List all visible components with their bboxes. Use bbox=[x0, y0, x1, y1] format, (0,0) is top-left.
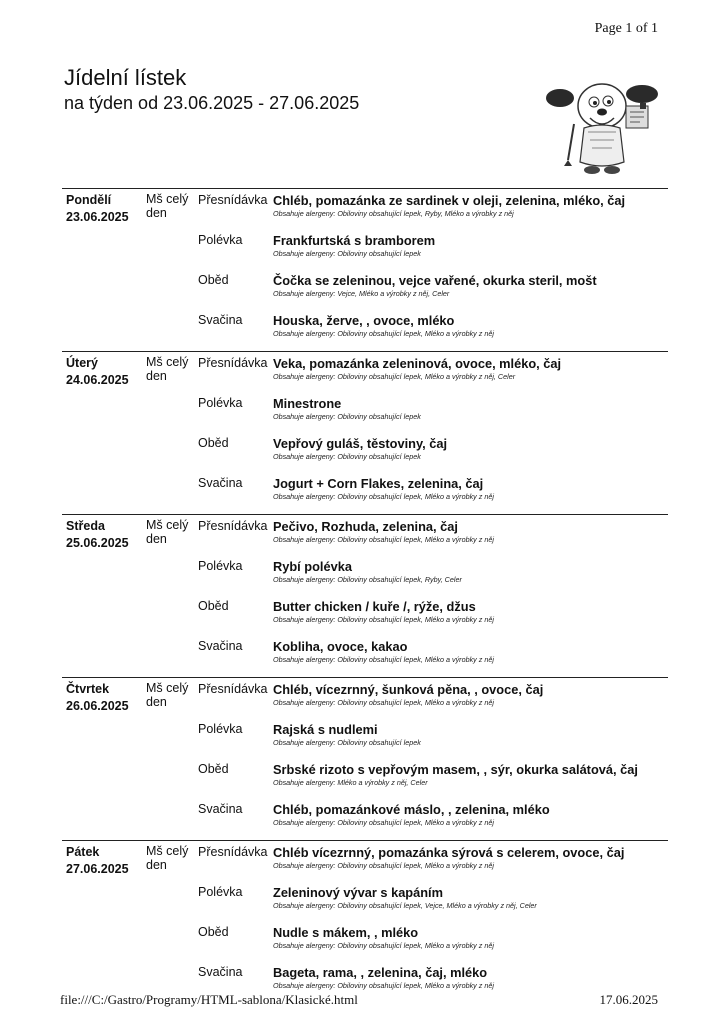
meal-content bbox=[273, 961, 668, 991]
meal-label: Polévka bbox=[198, 885, 243, 899]
meal-row bbox=[62, 189, 668, 229]
meal-content bbox=[273, 841, 668, 871]
meal-food: Minestrone bbox=[273, 396, 342, 411]
meal-content bbox=[273, 635, 668, 665]
day-name: Úterý bbox=[66, 356, 98, 370]
meal-allergens: Obsahuje alergeny: Obiloviny obsahující lepek, Mléko a výrobky z něj bbox=[273, 535, 494, 544]
meal-allergens: Obsahuje alergeny: Obiloviny obsahující lepek, Mléko a výrobky z něj bbox=[273, 329, 494, 338]
day-name: Pátek bbox=[66, 845, 100, 859]
meal-food: Frankfurtská s bramborem bbox=[273, 233, 436, 248]
meal-label: Oběd bbox=[198, 599, 229, 613]
meal-content bbox=[273, 229, 668, 259]
meal-row bbox=[62, 635, 668, 677]
meal-label: Oběd bbox=[198, 762, 229, 776]
meal-food: Bageta, rama, , zelenina, čaj, mléko bbox=[273, 965, 488, 980]
meal-allergens: Obsahuje alergeny: Obiloviny obsahující lepek, Ryby, Mléko a výrobky z něj bbox=[273, 209, 514, 218]
day-name: Čtvrtek bbox=[66, 682, 110, 696]
meal-row bbox=[62, 229, 668, 269]
meal-content bbox=[273, 758, 668, 788]
meal-allergens: Obsahuje alergeny: Obiloviny obsahující lepek, Mléko a výrobky z něj bbox=[273, 981, 494, 990]
meal-row bbox=[62, 718, 668, 758]
meal-row bbox=[62, 595, 668, 635]
page-title: Jídelní lístek bbox=[64, 65, 187, 90]
meal-label: Polévka bbox=[198, 722, 243, 736]
meal-label: Svačina bbox=[198, 802, 243, 816]
meal-food: Vepřový guláš, těstoviny, čaj bbox=[273, 436, 448, 451]
meal-allergens: Obsahuje alergeny: Obiloviny obsahující lepek, Mléko a výrobky z něj, Celer bbox=[273, 372, 516, 381]
meal-allergens: Obsahuje alergeny: Obiloviny obsahující lepek, Mléko a výrobky z něj bbox=[273, 655, 494, 664]
meal-row bbox=[62, 678, 668, 718]
meal-food: Chléb, pomazánkové máslo, , zelenina, mléko bbox=[273, 802, 550, 817]
meal-label: Přesnídávka bbox=[198, 519, 268, 533]
meal-food: Houska, žerve, , ovoce, mléko bbox=[273, 313, 455, 328]
meal-allergens: Obsahuje alergeny: Obiloviny obsahující lepek, Mléko a výrobky z něj bbox=[273, 698, 494, 707]
day-date: 27.06.2025 bbox=[66, 862, 129, 876]
meal-content bbox=[273, 595, 668, 625]
meal-food: Jogurt + Corn Flakes, zelenina, čaj bbox=[273, 476, 484, 491]
meal-allergens: Obsahuje alergeny: Obiloviny obsahující lepek, Mléko a výrobky z něj bbox=[273, 941, 494, 950]
meal-label: Přesnídávka bbox=[198, 356, 268, 370]
meal-label: Polévka bbox=[198, 396, 243, 410]
meal-label: Oběd bbox=[198, 925, 229, 939]
meal-content bbox=[273, 269, 668, 299]
footer-file-path: file:///C:/Gastro/Programy/HTML-sablona/Klasické.html bbox=[60, 992, 358, 1007]
meal-allergens: Obsahuje alergeny: Vejce, Mléko a výrobky z něj, Celer bbox=[273, 289, 450, 298]
meal-row bbox=[62, 309, 668, 351]
meal-food: Srbské rizoto s vepřovým masem, , sýr, okurka salátová, čaj bbox=[273, 762, 638, 777]
footer-date: 17.06.2025 bbox=[599, 992, 658, 1007]
meal-food: Chléb, pomazánka ze sardinek v oleji, zelenina, mléko, čaj bbox=[273, 193, 626, 208]
meal-content bbox=[273, 515, 668, 545]
page-subtitle: na týden od 23.06.2025 - 27.06.2025 bbox=[64, 93, 360, 113]
meal-row bbox=[62, 921, 668, 961]
meal-label: Oběd bbox=[198, 273, 229, 287]
meal-content bbox=[273, 352, 668, 382]
meal-allergens: Obsahuje alergeny: Obiloviny obsahující lepek, Ryby, Celer bbox=[273, 575, 462, 584]
meal-allergens: Obsahuje alergeny: Obiloviny obsahující lepek, Mléko a výrobky z něj bbox=[273, 615, 494, 624]
day-date: 23.06.2025 bbox=[66, 210, 129, 224]
day-name: Středa bbox=[66, 519, 105, 533]
day-date: 26.06.2025 bbox=[66, 699, 129, 713]
meal-label: Svačina bbox=[198, 965, 243, 979]
meal-content bbox=[273, 432, 668, 462]
meal-row bbox=[62, 515, 668, 555]
meal-food: Chléb vícezrnný, pomazánka sýrová s celerem, ovoce, čaj bbox=[273, 845, 625, 860]
day-section bbox=[62, 351, 668, 514]
meal-row bbox=[62, 798, 668, 840]
meal-food: Zeleninový vývar s kapáním bbox=[273, 885, 443, 900]
meal-row bbox=[62, 758, 668, 798]
meal-food: Pečivo, Rozhuda, zelenina, čaj bbox=[273, 519, 458, 534]
meal-label: Přesnídávka bbox=[198, 682, 268, 696]
meal-label: Svačina bbox=[198, 476, 243, 490]
meal-food: Butter chicken / kuře /, rýže, džus bbox=[273, 599, 476, 614]
meal-row bbox=[62, 881, 668, 921]
meal-content bbox=[273, 309, 668, 339]
meal-row bbox=[62, 472, 668, 514]
meal-allergens: Obsahuje alergeny: Obiloviny obsahující lepek bbox=[273, 738, 421, 747]
dog-chef-illustration-icon bbox=[546, 70, 664, 180]
day-coverage: Mš celý den bbox=[146, 681, 189, 709]
day-date: 25.06.2025 bbox=[66, 536, 129, 550]
meal-label: Oběd bbox=[198, 436, 229, 450]
meal-content bbox=[273, 881, 668, 911]
meal-label: Přesnídávka bbox=[198, 845, 268, 859]
meal-allergens: Obsahuje alergeny: Obiloviny obsahující lepek, Vejce, Mléko a výrobky z něj, Celer bbox=[273, 901, 537, 910]
day-name: Pondělí bbox=[66, 193, 112, 207]
day-coverage: Mš celý den bbox=[146, 355, 189, 383]
meal-content bbox=[273, 678, 668, 708]
day-section bbox=[62, 514, 668, 677]
meal-row bbox=[62, 841, 668, 881]
meal-row bbox=[62, 392, 668, 432]
meal-content bbox=[273, 921, 668, 951]
meal-content bbox=[273, 472, 668, 502]
day-coverage: Mš celý den bbox=[146, 844, 189, 872]
meal-food: Nudle s mákem, , mléko bbox=[273, 925, 419, 940]
day-section bbox=[62, 840, 668, 1003]
page-number: Page 1 of 1 bbox=[594, 21, 658, 36]
meal-allergens: Obsahuje alergeny: Obiloviny obsahující lepek bbox=[273, 452, 421, 461]
meal-label: Polévka bbox=[198, 233, 243, 247]
meal-label: Svačina bbox=[198, 313, 243, 327]
meal-content bbox=[273, 718, 668, 748]
day-coverage: Mš celý den bbox=[146, 518, 189, 546]
day-date: 24.06.2025 bbox=[66, 373, 129, 387]
meal-label: Svačina bbox=[198, 639, 243, 653]
meal-label: Přesnídávka bbox=[198, 193, 268, 207]
day-coverage: Mš celý den bbox=[146, 192, 189, 220]
meal-row bbox=[62, 432, 668, 472]
meal-allergens: Obsahuje alergeny: Obiloviny obsahující lepek, Mléko a výrobky z něj bbox=[273, 818, 494, 827]
day-section bbox=[62, 188, 668, 351]
meal-food: Rajská s nudlemi bbox=[273, 722, 378, 737]
meal-allergens: Obsahuje alergeny: Obiloviny obsahující lepek bbox=[273, 249, 421, 258]
meal-content bbox=[273, 555, 668, 585]
meal-row bbox=[62, 555, 668, 595]
weekly-menu bbox=[0, 188, 724, 1003]
meal-allergens: Obsahuje alergeny: Obiloviny obsahující lepek bbox=[273, 412, 421, 421]
meal-content bbox=[273, 798, 668, 828]
meal-row bbox=[62, 269, 668, 309]
meal-allergens: Obsahuje alergeny: Mléko a výrobky z něj, Celer bbox=[273, 778, 428, 787]
meal-allergens: Obsahuje alergeny: Obiloviny obsahující lepek, Mléko a výrobky z něj bbox=[273, 861, 494, 870]
meal-food: Čočka se zeleninou, vejce vařené, okurka steril, mošt bbox=[273, 273, 597, 288]
meal-row bbox=[62, 352, 668, 392]
day-section bbox=[62, 677, 668, 840]
meal-food: Veka, pomazánka zeleninová, ovoce, mléko, čaj bbox=[273, 356, 562, 371]
meal-content bbox=[273, 392, 668, 422]
meal-food: Rybí polévka bbox=[273, 559, 352, 574]
meal-label: Polévka bbox=[198, 559, 243, 573]
meal-food: Chléb, vícezrnný, šunková pěna, , ovoce, čaj bbox=[273, 682, 544, 697]
meal-content bbox=[273, 189, 668, 219]
meal-allergens: Obsahuje alergeny: Obiloviny obsahující lepek, Mléko a výrobky z něj bbox=[273, 492, 494, 501]
meal-food: Kobliha, ovoce, kakao bbox=[273, 639, 408, 654]
